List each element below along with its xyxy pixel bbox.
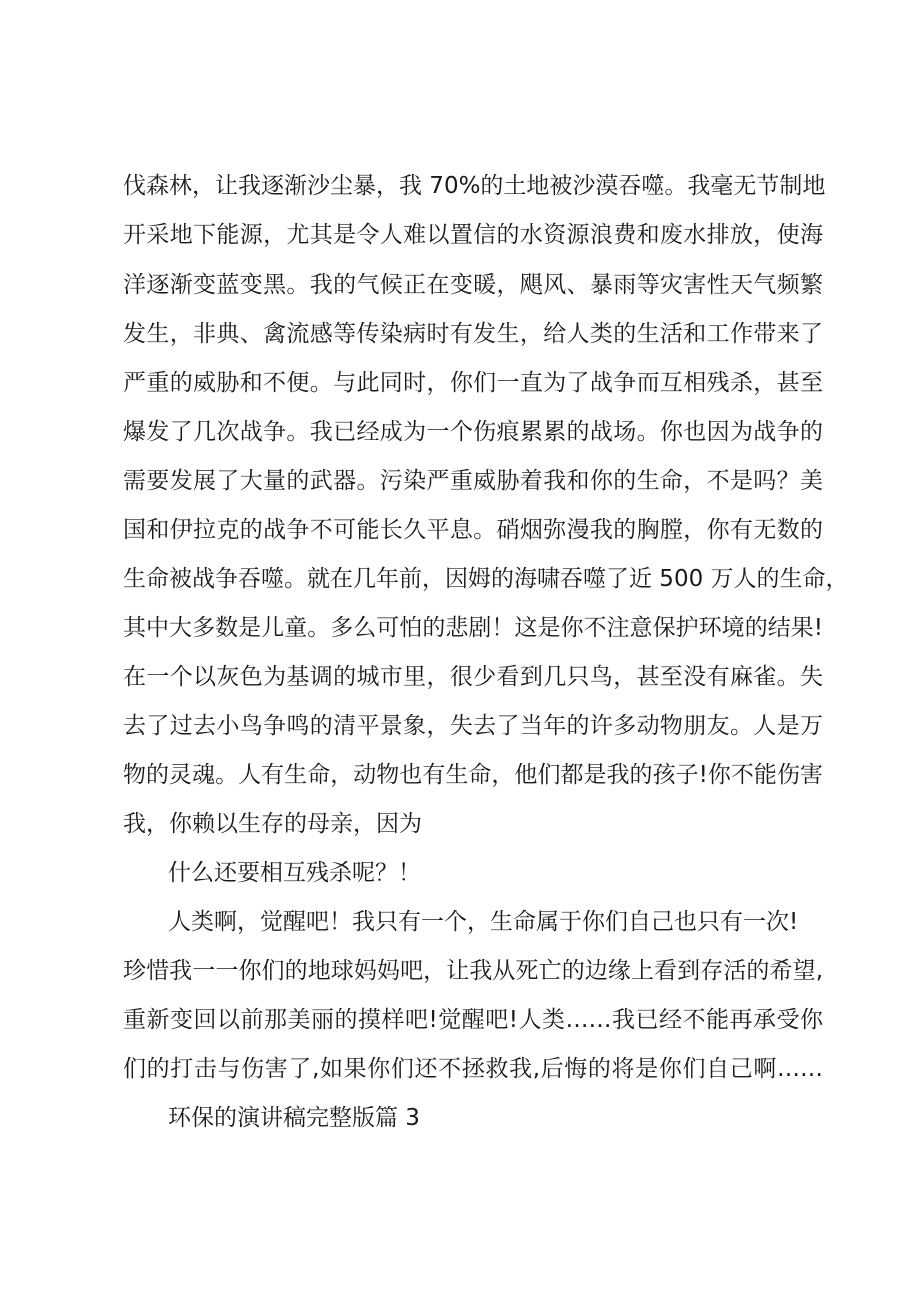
text-line: 国和伊拉克的战争不可能长久平息。硝烟弥漫我的胸膛，你有无数的	[123, 517, 823, 543]
text-line: 人类啊，觉醒吧！我只有一个，生命属于你们自己也只有一次!	[168, 909, 799, 935]
text-line: 重新变回以前那美丽的摸样吧!觉醒吧!人类……我已经不能再承受你	[123, 1007, 823, 1033]
section-heading: 环保的演讲稿完整版篇 3	[168, 1105, 420, 1131]
text-line: 生命被战争吞噬。就在几年前，因姆的海啸吞噬了近 500 万人的生命，	[123, 566, 849, 592]
text-line: 物的灵魂。人有生命，动物也有生命，他们都是我的孩子!你不能伤害	[123, 762, 823, 788]
text-line: 们的打击与伤害了,如果你们还不拯救我,后悔的将是你们自己啊……	[123, 1056, 823, 1082]
text-line: 开采地下能源，尤其是令人难以置信的水资源浪费和废水排放，使海	[123, 222, 823, 248]
text-line: 去了过去小鸟争鸣的清平景象，失去了当年的许多动物朋友。人是万	[123, 713, 823, 739]
text-line: 洋逐渐变蓝变黑。我的气候正在变暖，飓风、暴雨等灾害性天气频繁	[123, 272, 823, 298]
text-line: 其中大多数是儿童。多么可怕的悲剧！这是你不注意保护环境的结果!	[123, 615, 823, 641]
text-line: 我，你赖以生存的母亲，因为	[123, 811, 422, 837]
text-line: 发生，非典、禽流感等传染病时有发生，给人类的生活和工作带来了	[123, 321, 823, 347]
text-line: 严重的威胁和不便。与此同时，你们一直为了战争而互相残杀，甚至	[123, 370, 823, 396]
text-line: 在一个以灰色为基调的城市里，很少看到几只鸟，甚至没有麻雀。失	[123, 664, 823, 690]
text-line: 爆发了几次战争。我已经成为一个伤痕累累的战场。你也因为战争的	[123, 419, 823, 445]
text-line: 伐森林，让我逐渐沙尘暴，我 70%的土地被沙漠吞噬。我毫无节制地	[123, 173, 826, 199]
text-line: 需要发展了大量的武器。污染严重威胁着我和你的生命，不是吗？美	[123, 468, 823, 494]
text-line: 珍惜我一一你们的地球妈妈吧，让我从死亡的边缘上看到存活的希望,	[123, 958, 823, 984]
text-line: 什么还要相互残杀呢？！	[168, 860, 421, 886]
